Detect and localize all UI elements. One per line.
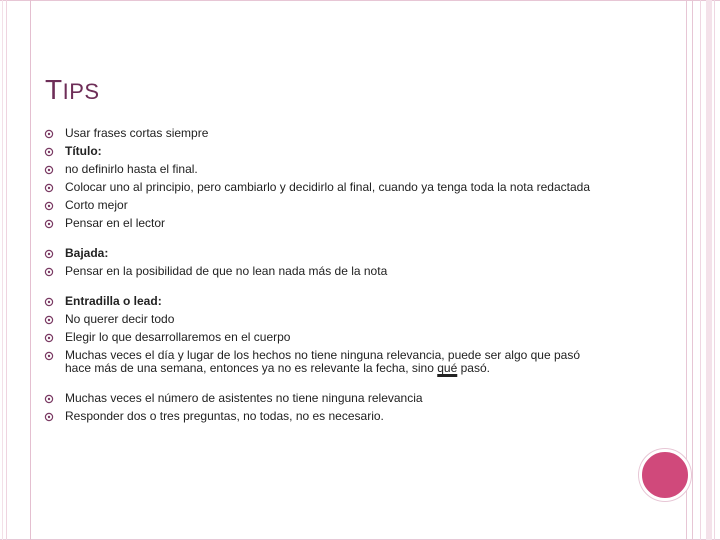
- list-item: Corto mejor: [44, 199, 604, 212]
- list-item: Responder dos o tres preguntas, no todas, no es necesario.: [44, 410, 604, 423]
- list-item: Muchas veces el día y lugar de los hechos no tiene ninguna relevancia, puede ser algo que pasó hace más de una semana, entonces ya no es relevante la fecha, sino qué pasó.: [44, 349, 604, 375]
- list-item: Muchas veces el número de asistentes no tiene ninguna relevancia: [44, 392, 604, 405]
- list-item: Usar frases cortas siempre: [44, 127, 604, 140]
- list-item: Colocar uno al principio, pero cambiarlo y decidirlo al final, cuando ya tenga toda la nota redactada: [44, 181, 604, 194]
- list-item: Elegir lo que desarrollaremos en el cuerpo: [44, 331, 604, 344]
- list-item: no definirlo hasta el final.: [44, 163, 604, 176]
- ornate-circle-bullet-icon: [44, 249, 54, 259]
- list-item: Entradilla o lead:: [44, 295, 604, 308]
- ornate-circle-bullet-icon: [44, 351, 54, 361]
- ornate-circle-bullet-icon: [44, 201, 54, 211]
- right-decorative-border: [686, 0, 720, 540]
- tips-list: [44, 127, 604, 423]
- underlined-word: qué: [437, 361, 458, 375]
- ornate-circle-bullet-icon: [44, 219, 54, 229]
- list-item: No querer decir todo: [44, 313, 604, 326]
- list-item: Pensar en el lector: [44, 217, 604, 230]
- list-item: Bajada:: [44, 247, 604, 260]
- ornate-circle-bullet-icon: [44, 183, 54, 193]
- top-border: [0, 0, 720, 1]
- ornate-circle-bullet-icon: [44, 165, 54, 175]
- ornate-circle-bullet-icon: [44, 129, 54, 139]
- ornate-circle-bullet-icon: [44, 394, 54, 404]
- ornate-circle-bullet-icon: [44, 297, 54, 307]
- ornate-circle-bullet-icon: [44, 412, 54, 422]
- list-item: Pensar en la posibilidad de que no lean nada más de la nota: [44, 265, 604, 278]
- accent-circle: [639, 449, 691, 501]
- list-item: Título:: [44, 145, 604, 158]
- ornate-circle-bullet-icon: [44, 267, 54, 277]
- slide-title: TIPS: [45, 74, 100, 105]
- ornate-circle-bullet-icon: [44, 315, 54, 325]
- ornate-circle-bullet-icon: [44, 333, 54, 343]
- ornate-circle-bullet-icon: [44, 147, 54, 157]
- left-decorative-border: [0, 0, 31, 540]
